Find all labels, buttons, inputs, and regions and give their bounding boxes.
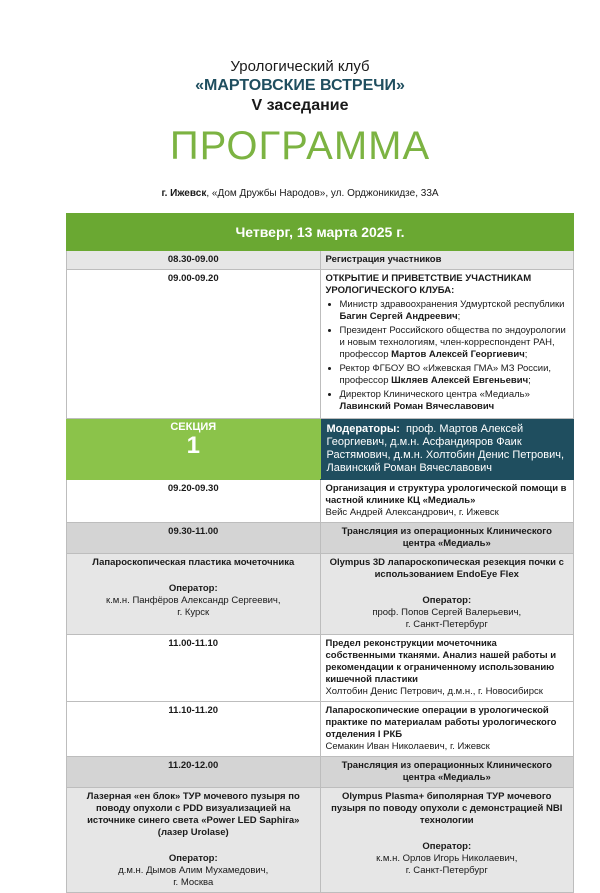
list-item: • Директор Клинического центра «Медиаль» Лавинский Роман Вячеславович (340, 389, 569, 413)
operation-title: Olympus 3D лапароскопическая резекция почки с использованием EndoEye Flex (329, 557, 564, 580)
moderators-text: проф. Мартов Алексей Георгиевич, д.м.н. Асфандияров Фаик Растямович, д.м.н. Холтобин Денис Петрович, Лавинский Роман Вячеславович (326, 423, 565, 474)
operation-right (320, 788, 574, 893)
list-item: • Министр здравоохранения Удмуртской республики Багин Сергей Андреевич; (340, 299, 569, 323)
operation-title: Лапароскопическая пластика мочеточника (92, 557, 295, 568)
program-title: ПРОГРАММА (169, 124, 431, 168)
table-row (67, 480, 574, 523)
table-row (67, 554, 574, 635)
talk-title: Лапароскопические операции в урологической практике по материалам работы урологического отделения I РКБ (325, 705, 557, 740)
talk-cell (320, 702, 574, 757)
time-cell: 11.10-11.20 (67, 702, 321, 757)
program-table (66, 213, 574, 893)
talk-speaker: Холтобин Денис Петрович, д.м.н., г. Новосибирск (325, 686, 543, 697)
operator-city: г. Санкт-Петербург (405, 619, 488, 630)
time-cell: 09.00-09.20 (67, 270, 321, 419)
operation-title: Лазерная «ен блок» ТУР мочевого пузыря по поводу опухоли с PDD визуализацией на источнике синего света «Power LED Saphira» (лазер Urolase) (86, 791, 300, 838)
table-row (67, 523, 574, 554)
table-row (67, 270, 574, 419)
club-name: «МАРТОВСКИЕ ВСТРЕЧИ» (195, 77, 405, 94)
operator-label: Оператор: (168, 853, 218, 864)
table-row (67, 757, 574, 788)
table-row (67, 251, 574, 270)
operator-name: д.м.н. Дымов Алим Мухамедович, (118, 865, 269, 876)
opening-cell (320, 270, 574, 419)
broadcast-title: Трансляция из операционных Клинического центра «Медиаль» (320, 757, 574, 788)
moderators-label: Модераторы: (326, 423, 400, 435)
day-row (67, 214, 574, 251)
time-cell: 11.00-11.10 (67, 635, 321, 702)
operator-city: г. Санкт-Петербург (405, 865, 488, 876)
operator-name: к.м.н. Панфёров Александр Сергеевич, (105, 595, 281, 606)
talk-title: Организация и структура урологической помощи в частной клинике КЦ «Медиаль» (325, 483, 567, 506)
operation-right (320, 554, 574, 635)
talk-cell (320, 635, 574, 702)
operation-left (67, 788, 321, 893)
operator-label: Оператор: (422, 595, 472, 606)
table-row (67, 635, 574, 702)
time-cell: 09.30-11.00 (67, 523, 321, 554)
operator-name: проф. Попов Сергей Валерьевич, (372, 607, 522, 618)
time-cell: 09.20-09.30 (67, 480, 321, 523)
moderators-cell (320, 419, 574, 480)
operator-city: г. Москва (173, 877, 214, 888)
day-header: Четверг, 13 марта 2025 г. (67, 214, 574, 251)
list-item: • Ректор ФГБОУ ВО «Ижевская ГМА» МЗ России, профессор Шкляев Алексей Евгеньевич; (340, 363, 569, 387)
broadcast-title: Трансляция из операционных Клинического центра «Медиаль» (320, 523, 574, 554)
talk-speaker: Семакин Иван Николаевич, г. Ижевск (325, 741, 490, 752)
table-row (67, 702, 574, 757)
time-cell: 11.20-12.00 (67, 757, 321, 788)
operation-title: Olympus Plasma+ биполярная ТУР мочевого пузыря по поводу опухоли с демонстрацией NBI технологии (331, 791, 563, 826)
talk-cell (320, 480, 574, 523)
talk-speaker: Вейс Андрей Александрович, г. Ижевск (325, 507, 499, 518)
operator-name: к.м.н. Орлов Игорь Николаевич, (376, 853, 518, 864)
session-title: V заседание (251, 97, 349, 114)
section-label: СЕКЦИЯ (170, 421, 217, 433)
operator-label: Оператор: (422, 841, 472, 852)
venue (0, 188, 600, 199)
list-item: • Президент Российского общества по эндоурологии и новым технологиям, член-корреспондент РАН, профессор Мартов Алексей Георгиевич; (340, 325, 569, 361)
section-badge (67, 419, 321, 480)
operator-label: Оператор: (168, 583, 218, 594)
operator-city: г. Курск (177, 607, 210, 618)
section-row (67, 419, 574, 480)
time-cell: 08.30-09.00 (67, 251, 321, 270)
greeting-list (326, 299, 569, 413)
club-title: Урологический клуб (230, 58, 370, 75)
talk-title: Предел реконструкции мочеточника собственными тканями. Анализ нашей работы и рекомендации к ограниченному использованию кишечной пластики (325, 638, 557, 685)
section-number: 1 (186, 432, 200, 459)
venue-city: г. Ижевск (161, 188, 207, 199)
opening-title: ОТКРЫТИЕ И ПРИВЕТСТВИЕ УЧАСТНИКАМ УРОЛОГИЧЕСКОГО КЛУБА: (325, 273, 532, 296)
table-row (67, 788, 574, 893)
registration-text: Регистрация участников (320, 251, 574, 270)
venue-address: , «Дом Дружбы Народов», ул. Орджоникидзе, 33А (206, 188, 439, 199)
operation-left (67, 554, 321, 635)
header (0, 58, 600, 170)
